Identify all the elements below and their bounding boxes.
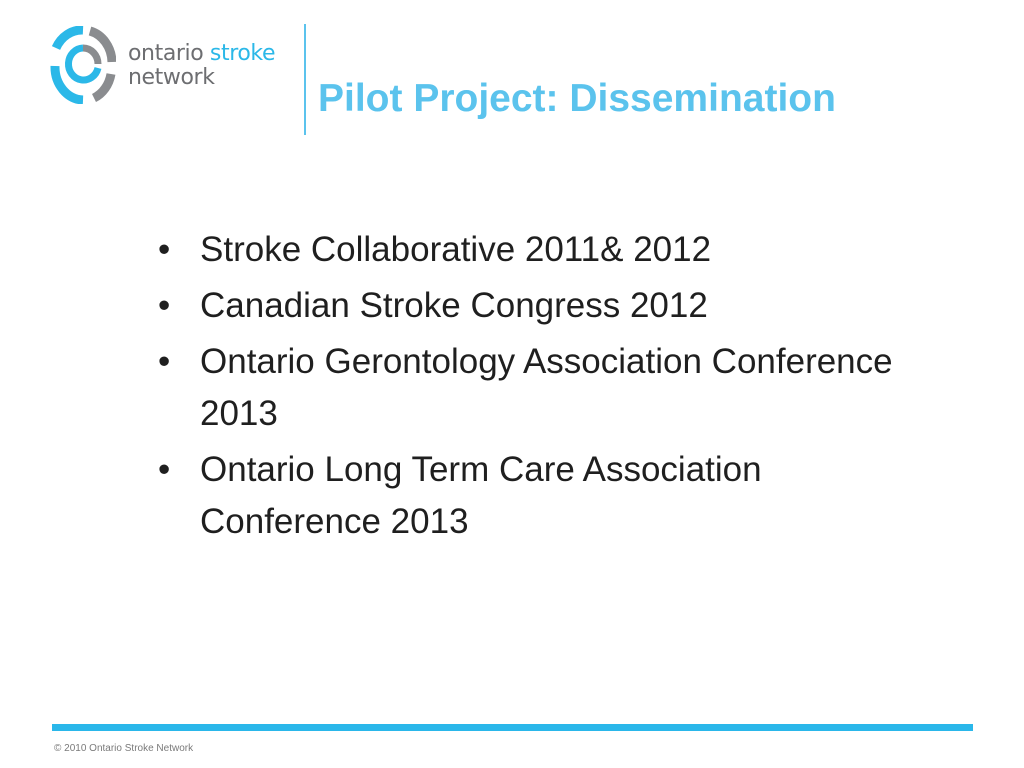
bullet-item xyxy=(158,280,918,332)
title-divider xyxy=(304,24,306,135)
bullet-text: Ontario Gerontology Association Conference 2013 xyxy=(200,342,893,433)
logo-word-network: network xyxy=(128,65,215,90)
bullet-dot-icon: • xyxy=(158,450,171,489)
bullet-dot-icon: • xyxy=(158,230,171,269)
bullet-item xyxy=(158,224,918,276)
bullet-text: Stroke Collaborative 2011& 2012 xyxy=(200,230,712,269)
bullet-item xyxy=(158,444,918,548)
bullet-dot-icon: • xyxy=(158,342,171,381)
logo-word-stroke: stroke xyxy=(209,41,276,66)
logo-wordmark xyxy=(128,42,275,90)
bullet-text: Ontario Long Term Care Association Conference 2013 xyxy=(200,450,762,541)
bullet-item xyxy=(158,336,918,440)
footer-copyright: © 2010 Ontario Stroke Network xyxy=(54,743,194,754)
bullet-list xyxy=(158,224,918,552)
bullet-dot-icon: • xyxy=(158,286,171,325)
ontario-stroke-network-logo xyxy=(50,26,290,106)
logo-ring-icon xyxy=(50,26,116,104)
slide-title: Pilot Project: Dissemination xyxy=(318,77,836,120)
bullet-text: Canadian Stroke Congress 2012 xyxy=(200,286,708,325)
footer-bar xyxy=(52,724,973,731)
logo-word-ontario: ontario xyxy=(128,41,204,66)
